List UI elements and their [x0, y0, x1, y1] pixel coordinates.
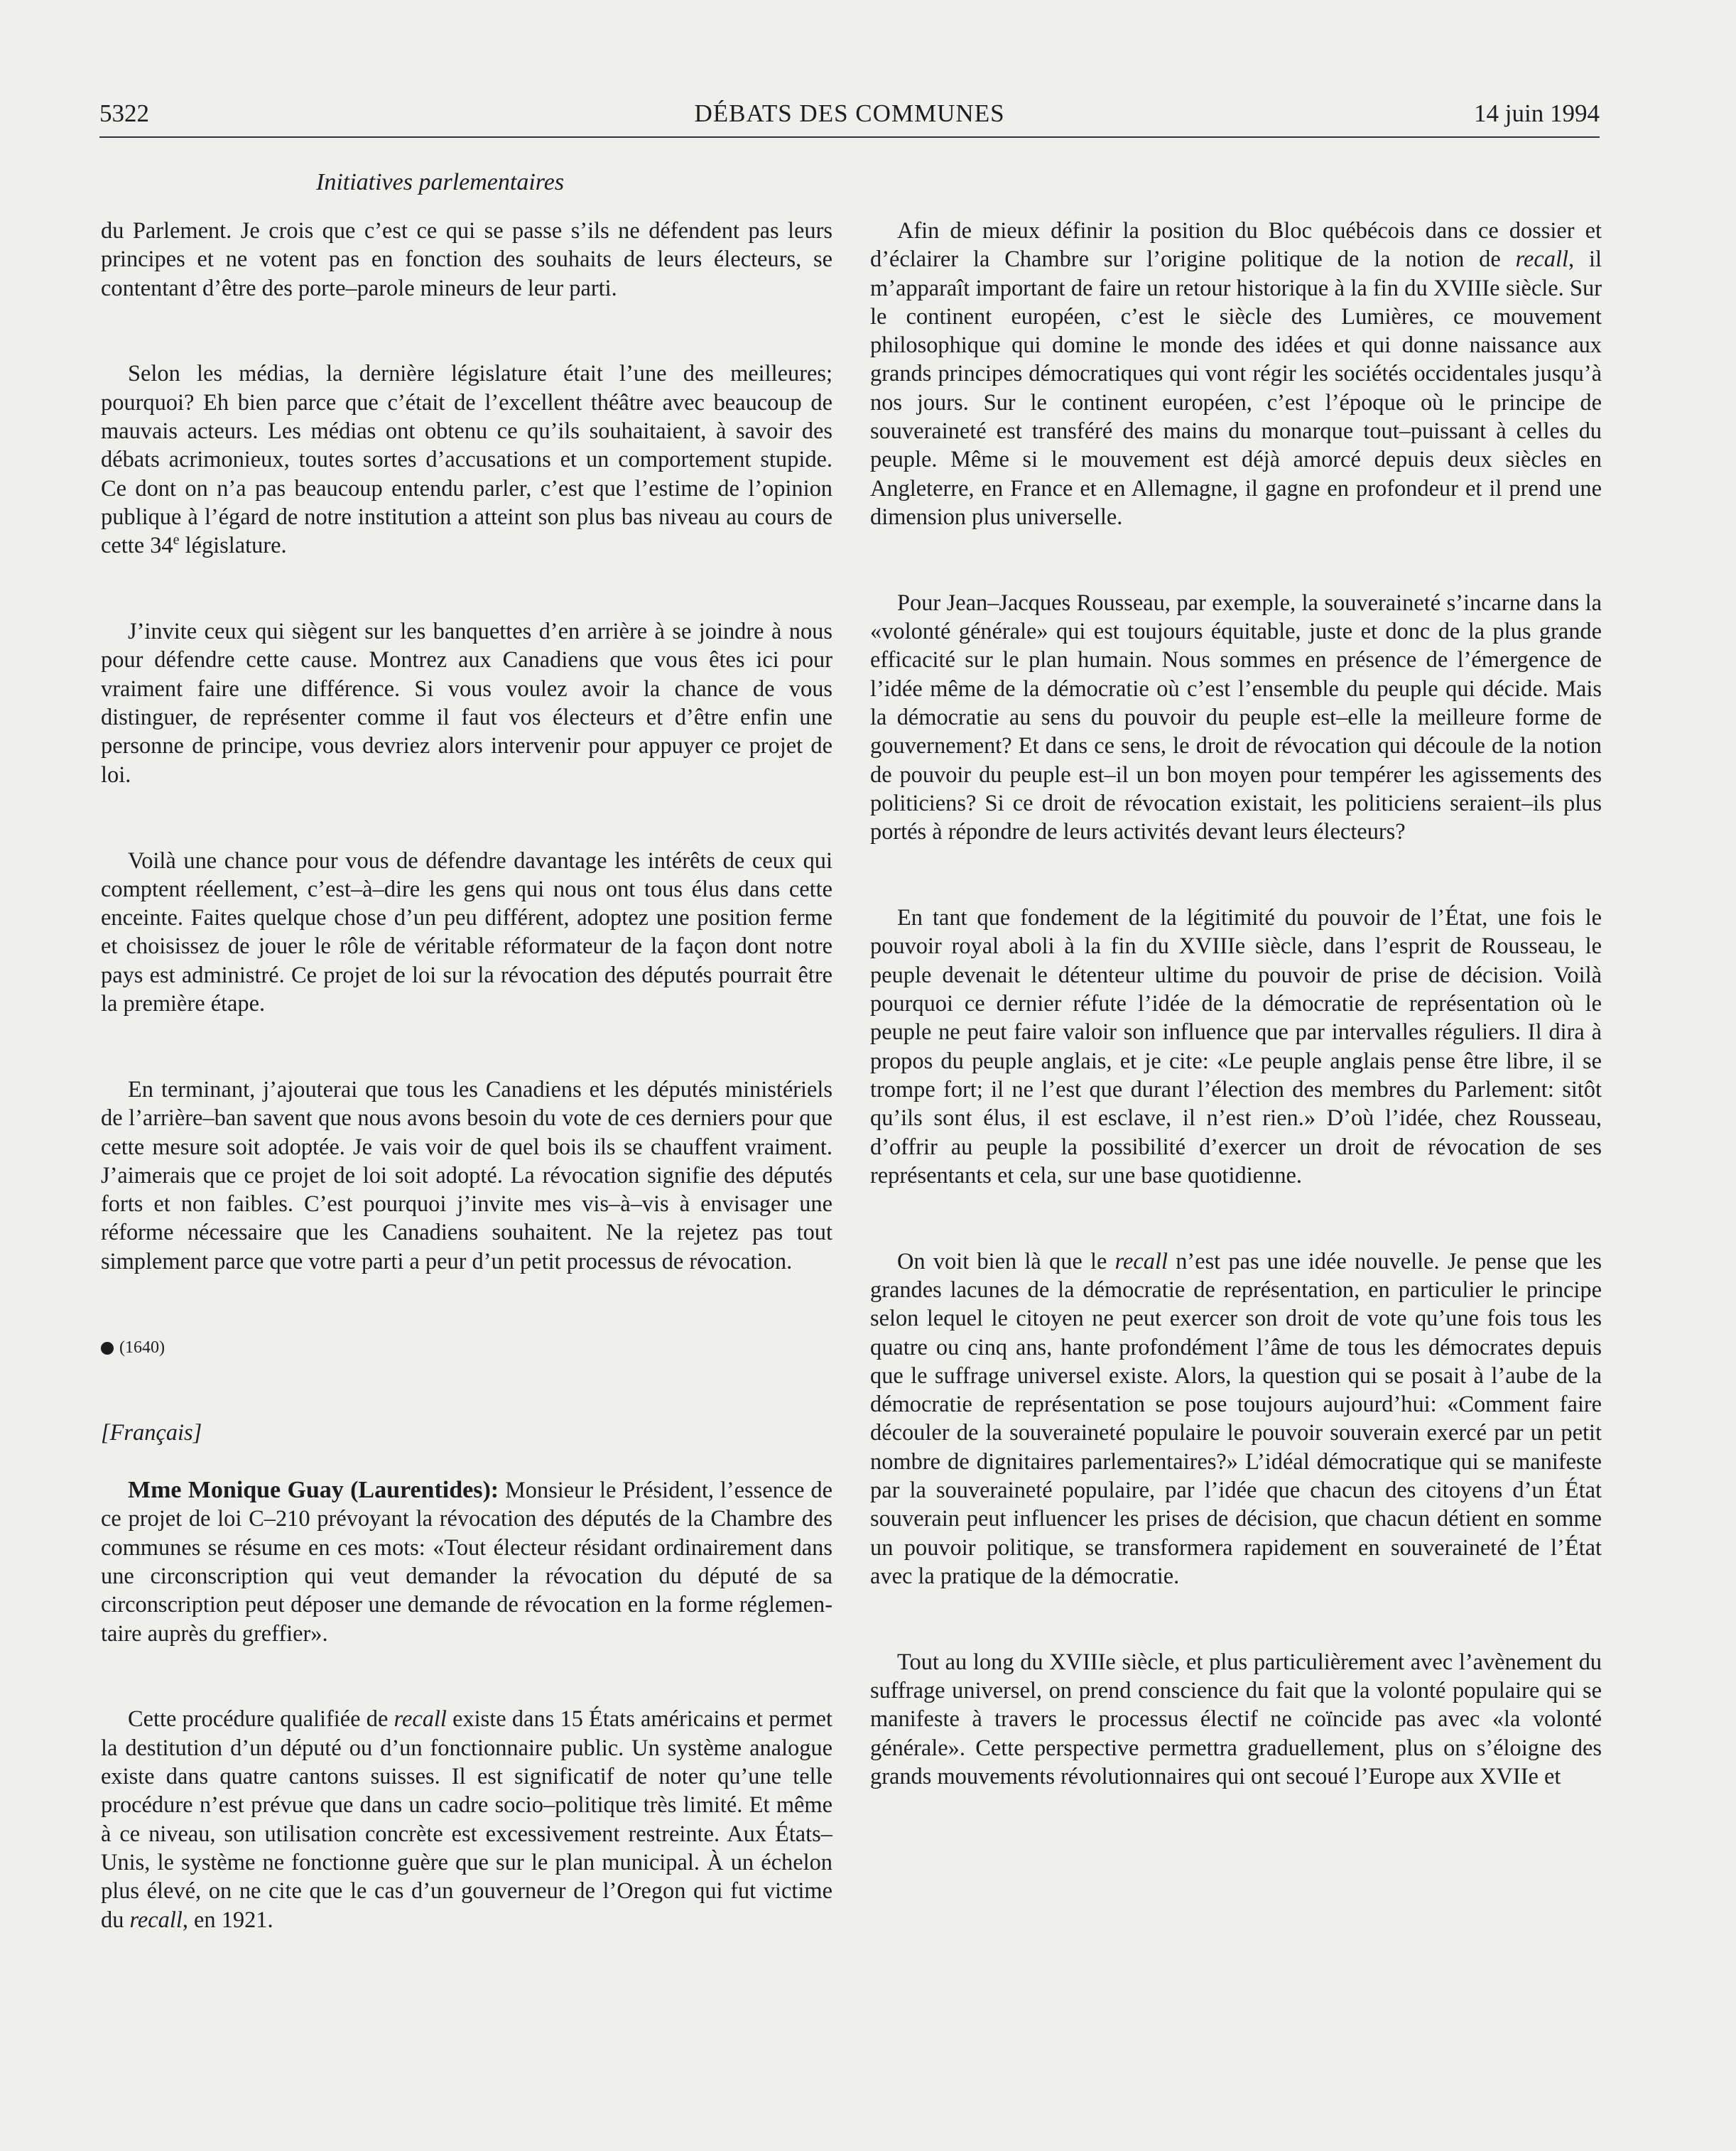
paragraph: [101, 1476, 832, 1648]
paragraph: Voilà une chance pour vous de défendre davantage les intérêts de ceux qui comptent réellement, c’est–à–dire les gens qui nous ont tous élus dans cette enceinte. Faites quelque chose d’un peu différent, adoptez une position ferme et choisissez de jouer le rôle de véritable réformateur de la façon dont notre pays est administré. Ce projet de loi sur la révocation des députés pourrait être la première étape.: [101, 847, 832, 1017]
page-date: 14 juin 1994: [1474, 99, 1600, 127]
paragraph-text: n’est pas une idée nouvelle. Je pense que les grandes lacunes de la démocratie de représentation, en particulier le principe selon lequel le citoyen ne peut exercer son droit de vote qu’une fois tous les quatre ou cinq ans, hante profondément l’âme de tous les démocrates depuis que le suffrage universel existe. Alors, la question qui se posait à l’aube de la démocratie de représentation se pose toujours aujourd’hui: «Comment faire découler de la souveraineté populaire le pouvoir souverain exercé par un petit nombre de dignitaires parlementaires?» L’idéal démocratique qui se manifeste par la souveraineté populaire, par l’idée que chacun des citoyens d’un État souverain peut influencer les prises de décision, que chacun détient en somme un pouvoir politique, se transformera rapidement en souveraineté de l’État avec la pratique de la démocratie.: [870, 1248, 1602, 1589]
page-number: 5322: [99, 99, 149, 127]
section-title: Initiatives parlementaires: [316, 169, 565, 195]
timestamp: [101, 1333, 832, 1362]
paragraph: Pour Jean–Jacques Rousseau, par exemple, la souveraineté s’incarne dans la «volonté générale» qui est toujours équitable, juste et donc de la plus grande efficacité sur le plan humain. Nous sommes en présence de l’émergence de l’idée même de la démocratie où c’est l’ensemble du peuple qui décide. Mais la démocratie au sens du pouvoir du peuple est–elle la meilleure forme de gouvernement? Et dans ce sens, le droit de révocation qui découle de la notion de pouvoir du peuple est–il un bon moyen pour tempérer les agissements des politiciens? Si ce droit de révocation existait, les politiciens seraient–ils plus portés à répondre de leurs activités devant leurs électeurs?: [870, 590, 1602, 845]
paragraph: du Parlement. Je crois que c’est ce qui se passe s’ils ne défendent pas leurs principes et ne votent pas en fonction des souhaits de leurs électeurs, se contentant d’être des porte–parole mineurs de leur parti.: [101, 218, 832, 301]
paragraph: [870, 217, 1602, 531]
page-header: [99, 96, 1600, 139]
paragraph-text: Cette procédure qualifiée de: [128, 1706, 394, 1733]
paragraph-text: Afin de mieux définir la position du Bloc québécois dans ce dossier et d’éclairer la Chambre sur l’origine politique de la notion de: [870, 218, 1602, 273]
paragraph-text: On voit bien là que le: [897, 1248, 1115, 1274]
paragraph: En terminant, j’ajouterai que tous les Canadiens et les députés ministériels de l’arrière–ban savent que nous avons besoin du vote de ces derniers pour que cette mesure soit adoptée. Je vais voir de quel bois ils se chauffent vraiment. J’aimerais que ce projet de loi soit adopté. La révocation signifie des députés forts et non faibles. C’est pourquoi j’invite mes vis–à–vis à envisager une réforme nécessaire que les Canadiens souhaitent. Ne la rejetez pas tout simplement parce que votre parti a peur d’un petit processus de révocation.: [101, 1076, 832, 1274]
paragraph: En tant que fondement de la légitimité du pouvoir de l’État, une fois le pouvoir royal aboli à la fin du XVIIIe siècle, dans l’esprit de Rousseau, le peuple devenait le détenteur ultime du pouvoir de prise de décision. Voilà pourquoi ce dernier réfute l’idée de la démocratie de représentation où le peuple ne peut faire valoir son influence que par intervalles réguliers. Il dira à propos du peuple anglais, et je cite: «Le peuple anglais pense être libre, il se trompe fort; il ne l’est que durant l’élection des membres du Parlement: sitôt qu’ils sont élus, il est esclave, il n’est rien.» D’où l’idée, chez Rousseau, d’offrir au peuple la possibilité d’exercer un droit de révocation de ses représentants et cela, sur une base quotidienne.: [870, 905, 1602, 1188]
italic-term: recall: [394, 1706, 447, 1733]
italic-term: recall: [1114, 1248, 1168, 1274]
paragraph: Tout au long du XVIIIe siècle, et plus particulièrement avec l’avènement du suffrage universel, on prend conscience du fait que la volonté populaire qui se manifeste à travers le processus électif ne coïncide pas avec «la volonté générale». Cette perspective permettra graduellement, plus on s’éloigne des grands mouvements révolutionnaires qui ont secoué l’Europe aux XVIIe et: [870, 1649, 1602, 1790]
superscript: e: [173, 532, 180, 548]
paragraph-text: Selon les médias, la dernière législature était l’une des meilleures; pourquoi? Eh bien parce que c’était de l’excellent théâtre avec beaucoup de mauvais acteurs. Les médias ont obtenu ce qu’ils souhaitaient, à savoir des débats acrimonieux, toutes sortes d’accusations et un comportement stupide. Ce dont on n’a pas beaucoup entendu parler, c’est que l’estime de l’opinion publique à l’égard de notre institution a atteint son plus bas niveau au cours de cette 34: [101, 361, 832, 559]
right-column: [870, 217, 1602, 1848]
speaker-name: Mme Monique Guay (Laurentides):: [128, 1477, 499, 1504]
paragraph: [101, 359, 832, 560]
paragraph-text: , il m’apparaît important de faire un retour historique à la fin du XVIIIe siècle. Sur le continent européen, c’est le siècle des Lumières, ce mouvement philosophique qui domine le monde des idées et qui donne naissance aux grands principes démocratiques qui vont régir les sociétés occidentales jusqu’à nos jours. Sur le continent européen, c’est l’époque où le principe de souveraineté est transféré des mains du monarque tout–puissant à celles du peuple. Même si le mouvement est déjà amorcé depuis deux siècles en Angleterre, en France et en Allemagne, il gagne en profondeur et il prend une dimension plus universelle.: [870, 246, 1602, 530]
left-column: [101, 217, 832, 1991]
paragraph: [101, 1705, 832, 1934]
italic-term: recall: [129, 1907, 183, 1933]
paragraph-text: Monsieur le Président, l’essence de ce projet de loi C–210 prévoyant la révocation des députés de la Chambre des communes se résume en ces mots: «Tout électeur résidant ordinairement dans une circonscription qui veut demander la révocation du député de sa circonscription peut déposer une demande de révocation en la forme réglementaire auprès du greffier».: [101, 1478, 833, 1647]
timestamp-text: (1640): [119, 1338, 165, 1357]
bullet-icon: [101, 1342, 114, 1355]
header-rule: [99, 136, 1600, 138]
paragraph-text: , en 1921.: [182, 1907, 273, 1933]
paragraph: [870, 1247, 1602, 1591]
publication-title: DÉBATS DES COMMUNES: [694, 99, 1005, 127]
language-marker: [Français]: [101, 1420, 202, 1446]
paragraph-text: existe dans 15 États américains et permet la destitution d’un député ou d’un fonctionnaire public. Un système analogue existe dans quatre cantons suisses. Il est significatif de noter qu’une telle procédure n’est prévue que dans un cadre socio–politique très limité. Et même à ce niveau, son utilisation concrète est excessivement restreinte. Aux États–Unis, le système ne fonctionne guère que sur le plan municipal. À un échelon plus élevé, on ne cite que le cas d’un gouverneur de l’Oregon qui fut victime du: [101, 1706, 833, 1933]
italic-term: recall: [1515, 246, 1568, 273]
paragraph-text: législature.: [179, 533, 287, 559]
paragraph: J’invite ceux qui siègent sur les banquettes d’en arrière à se joindre à nous pour défendre cette cause. Montrez aux Canadiens que vous êtes ici pour vraiment faire une différence. Si vous voulez avoir la chance de vous distinguer, de représenter comme il faut vos électeurs et d’être enfin une personne de principe, vous devriez alors intervenir pour appuyer ce projet de loi.: [101, 619, 832, 788]
